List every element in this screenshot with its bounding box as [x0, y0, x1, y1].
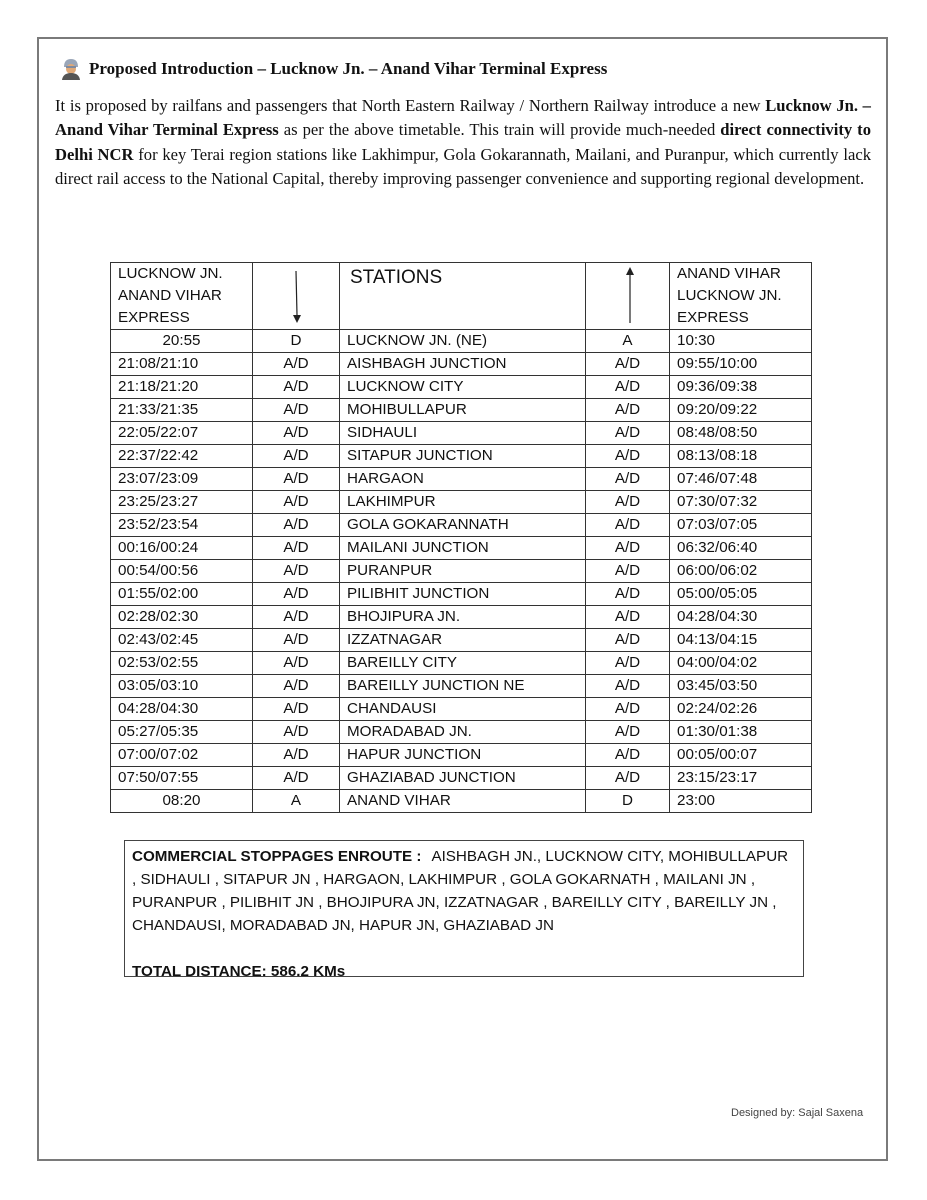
down-arrow-cell: [253, 263, 340, 330]
up-status: A/D: [586, 721, 670, 744]
up-status: A/D: [586, 629, 670, 652]
down-time: 23:07/23:09: [111, 468, 253, 491]
timetable-row: [111, 353, 812, 376]
up-time: 07:03/07:05: [670, 514, 812, 537]
up-status: A/D: [586, 583, 670, 606]
down-time: 00:54/00:56: [111, 560, 253, 583]
down-status: A/D: [253, 767, 340, 790]
heading: [61, 58, 607, 80]
intro-bold-train-name: Lucknow Jn. – Anand Vihar Terminal Express: [55, 96, 871, 140]
down-time: 08:20: [111, 790, 253, 813]
down-status: A/D: [253, 468, 340, 491]
down-time: 00:16/00:24: [111, 537, 253, 560]
up-status: A/D: [586, 675, 670, 698]
stoppages-label: COMMERCIAL STOPPAGES ENROUTE :: [132, 848, 422, 865]
station-name: LUCKNOW CITY: [340, 376, 586, 399]
timetable-row: [111, 376, 812, 399]
station-name: MORADABAD JN.: [340, 721, 586, 744]
up-status: A/D: [586, 491, 670, 514]
up-time: 08:13/08:18: [670, 445, 812, 468]
up-time: 04:13/04:15: [670, 629, 812, 652]
station-name: HAPUR JUNCTION: [340, 744, 586, 767]
up-time: 00:05/00:07: [670, 744, 812, 767]
up-status: A/D: [586, 445, 670, 468]
station-name: GHAZIABAD JUNCTION: [340, 767, 586, 790]
up-time: 02:24/02:26: [670, 698, 812, 721]
up-arrow-icon: [586, 263, 676, 329]
down-status: A: [253, 790, 340, 813]
station-name: HARGAON: [340, 468, 586, 491]
up-time: 07:46/07:48: [670, 468, 812, 491]
up-status: A/D: [586, 698, 670, 721]
up-time: 09:36/09:38: [670, 376, 812, 399]
timetable-row: [111, 698, 812, 721]
timetable-row: [111, 491, 812, 514]
heading-title: Proposed Introduction – Lucknow Jn. – Anand Vihar Terminal Express: [89, 59, 608, 78]
station-name: MAILANI JUNCTION: [340, 537, 586, 560]
up-time: 01:30/01:38: [670, 721, 812, 744]
down-time: 20:55: [111, 330, 253, 353]
timetable-body: [111, 330, 812, 813]
up-status: A/D: [586, 560, 670, 583]
down-time: 07:50/07:55: [111, 767, 253, 790]
up-status: A/D: [586, 652, 670, 675]
timetable-row: [111, 537, 812, 560]
down-time: 22:05/22:07: [111, 422, 253, 445]
down-status: A/D: [253, 560, 340, 583]
timetable-row: [111, 330, 812, 353]
up-status: A/D: [586, 767, 670, 790]
down-time: 22:37/22:42: [111, 445, 253, 468]
down-time: 21:33/21:35: [111, 399, 253, 422]
up-time: 23:00: [670, 790, 812, 813]
intro-bold-connectivity: direct connectivity to Delhi NCR: [55, 120, 871, 164]
station-name: LUCKNOW JN. (NE): [340, 330, 586, 353]
up-time: 10:30: [670, 330, 812, 353]
intro-paragraph: [55, 94, 871, 192]
station-name: GOLA GOKARANNATH: [340, 514, 586, 537]
up-status: A/D: [586, 606, 670, 629]
timetable-row: [111, 629, 812, 652]
timetable-row: [111, 399, 812, 422]
down-status: A/D: [253, 698, 340, 721]
down-status: A/D: [253, 376, 340, 399]
down-status: A/D: [253, 744, 340, 767]
header-stations: STATIONS: [340, 263, 586, 330]
up-status: A/D: [586, 422, 670, 445]
timetable-row: [111, 514, 812, 537]
up-arrow-cell: [586, 263, 670, 330]
up-time: 23:15/23:17: [670, 767, 812, 790]
stoppages-box: [124, 840, 804, 980]
station-name: IZZATNAGAR: [340, 629, 586, 652]
station-name: SIDHAULI: [340, 422, 586, 445]
down-time: 07:00/07:02: [111, 744, 253, 767]
down-status: A/D: [253, 399, 340, 422]
intro-text-3: for key Terai region stations like Lakhimpur, Gola Gokarannath, Mailani, and Puranpur, which currently lack direct rail access to the National Capital, thereby improving passenger convenience and supporting regional development.: [55, 144, 871, 189]
up-status: A/D: [586, 399, 670, 422]
up-status: A/D: [586, 537, 670, 560]
timetable-row: [111, 606, 812, 629]
up-status: A/D: [586, 744, 670, 767]
intro-text-2: as per the above timetable. This train will provide much-needed: [278, 120, 721, 140]
station-name: LAKHIMPUR: [340, 491, 586, 514]
down-time: 02:53/02:55: [111, 652, 253, 675]
down-status: A/D: [253, 422, 340, 445]
timetable-row: [111, 445, 812, 468]
station-name: BAREILLY CITY: [340, 652, 586, 675]
down-status: A/D: [253, 652, 340, 675]
timetable-row: [111, 744, 812, 767]
timetable-row: [111, 468, 812, 491]
timetable: [110, 262, 812, 813]
down-time: 05:27/05:35: [111, 721, 253, 744]
timetable-row: [111, 790, 812, 813]
up-status: D: [586, 790, 670, 813]
down-status: D: [253, 330, 340, 353]
timetable-row: [111, 422, 812, 445]
up-time: 06:32/06:40: [670, 537, 812, 560]
total-distance: TOTAL DISTANCE: 586.2 KMs: [132, 963, 346, 980]
down-time: 23:25/23:27: [111, 491, 253, 514]
timetable-row: [111, 721, 812, 744]
down-status: A/D: [253, 491, 340, 514]
intro-text-1: It is proposed by railfans and passengers that North Eastern Railway / Northern Railway introduce a new: [55, 96, 766, 115]
down-status: A/D: [253, 721, 340, 744]
down-status: A/D: [253, 629, 340, 652]
header-down-train: LUCKNOW JN. ANAND VIHAR EXPRESS: [111, 263, 253, 330]
up-time: 05:00/05:05: [670, 583, 812, 606]
up-time: 04:28/04:30: [670, 606, 812, 629]
timetable-header-row: [111, 263, 812, 330]
down-status: A/D: [253, 353, 340, 376]
down-status: A/D: [253, 445, 340, 468]
station-name: MOHIBULLAPUR: [340, 399, 586, 422]
timetable-row: [111, 767, 812, 790]
station-name: BHOJIPURA JN.: [340, 606, 586, 629]
down-time: 03:05/03:10: [111, 675, 253, 698]
station-name: BAREILLY JUNCTION NE: [340, 675, 586, 698]
up-time: 09:55/10:00: [670, 353, 812, 376]
person-with-turban-icon: [61, 58, 81, 80]
station-name: CHANDAUSI: [340, 698, 586, 721]
down-time: 02:43/02:45: [111, 629, 253, 652]
down-status: A/D: [253, 675, 340, 698]
up-time: 06:00/06:02: [670, 560, 812, 583]
station-name: AISHBAGH JUNCTION: [340, 353, 586, 376]
timetable-row: [111, 583, 812, 606]
down-time: 21:18/21:20: [111, 376, 253, 399]
down-status: A/D: [253, 514, 340, 537]
down-time: 04:28/04:30: [111, 698, 253, 721]
down-time: 21:08/21:10: [111, 353, 253, 376]
down-time: 02:28/02:30: [111, 606, 253, 629]
up-time: 09:20/09:22: [670, 399, 812, 422]
timetable-row: [111, 675, 812, 698]
up-status: A/D: [586, 353, 670, 376]
down-time: 01:55/02:00: [111, 583, 253, 606]
up-time: 07:30/07:32: [670, 491, 812, 514]
designer-credit: Designed by: Sajal Saxena: [731, 1107, 864, 1119]
down-status: A/D: [253, 583, 340, 606]
up-time: 04:00/04:02: [670, 652, 812, 675]
station-name: PURANPUR: [340, 560, 586, 583]
header-up-train: ANAND VIHAR LUCKNOW JN. EXPRESS: [670, 263, 812, 330]
stoppages-text: AISHBAGH JN., LUCKNOW CITY, MOHIBULLAPUR , SIDHAULI , SITAPUR JN , HARGAON, LAKHIMPUR , GOLA GOKARNATH , MAILANI JN , PURANPUR , PILIBHIT JN , BHOJIPURA JN, IZZATNAGAR , BAREILLY CITY , BAREILLY JN , CHANDAUSI, MORADABAD JN, HAPUR JN, GHAZIABAD JN: [132, 848, 789, 934]
up-status: A/D: [586, 376, 670, 399]
down-time: 23:52/23:54: [111, 514, 253, 537]
station-name: PILIBHIT JUNCTION: [340, 583, 586, 606]
station-name: SITAPUR JUNCTION: [340, 445, 586, 468]
up-time: 03:45/03:50: [670, 675, 812, 698]
timetable-row: [111, 652, 812, 675]
down-status: A/D: [253, 537, 340, 560]
timetable-row: [111, 560, 812, 583]
up-status: A: [586, 330, 670, 353]
up-status: A/D: [586, 514, 670, 537]
station-name: ANAND VIHAR: [340, 790, 586, 813]
up-time: 08:48/08:50: [670, 422, 812, 445]
down-status: A/D: [253, 606, 340, 629]
down-arrow-icon: [253, 263, 393, 329]
up-status: A/D: [586, 468, 670, 491]
stoppages-list: [132, 845, 796, 937]
